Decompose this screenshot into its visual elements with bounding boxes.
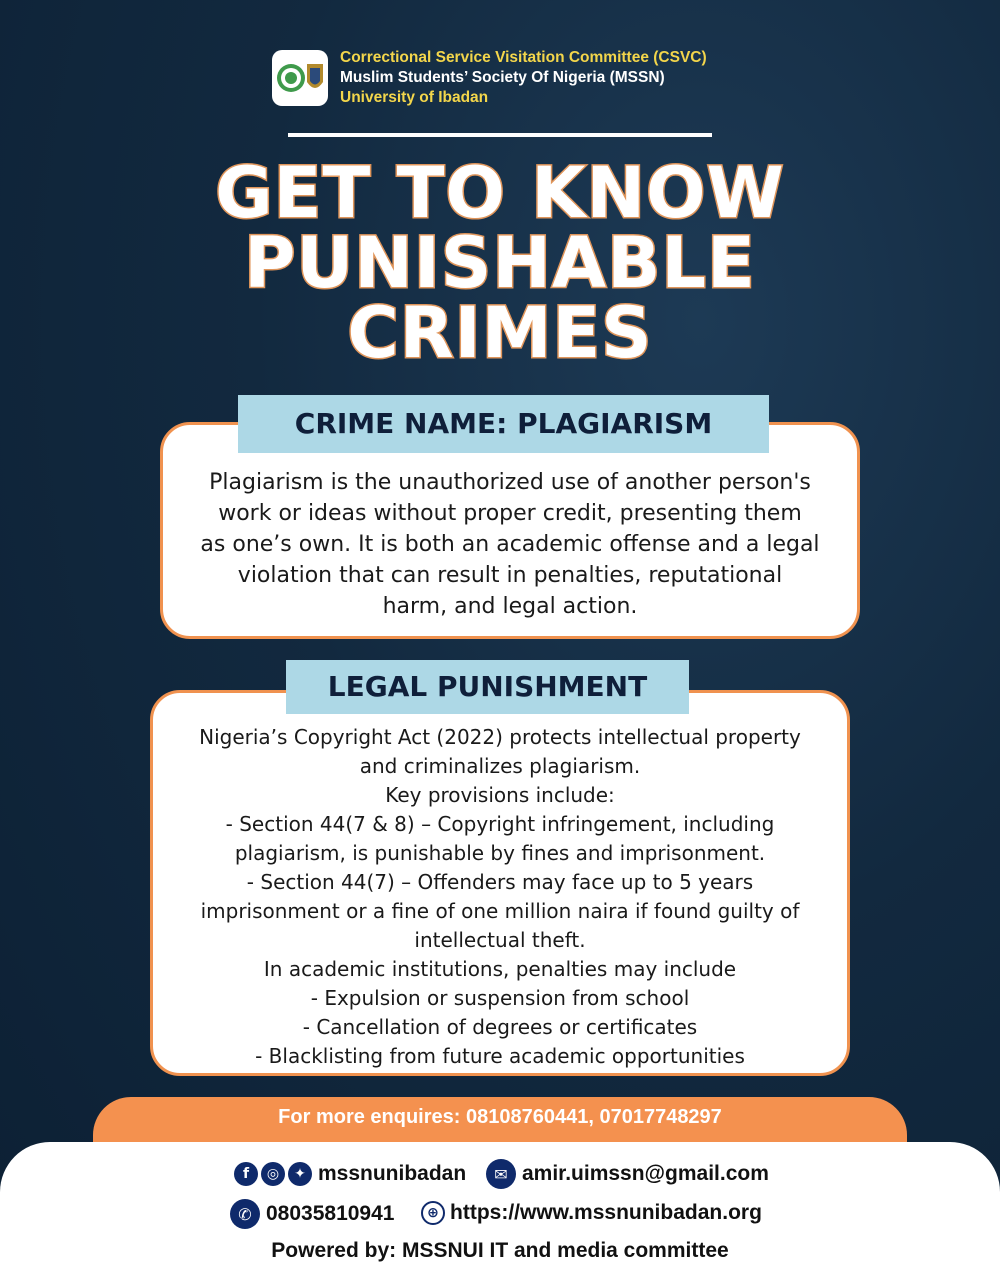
org-csvc: Correctional Service Visitation Committee (CSVC)	[340, 49, 707, 66]
social-handle[interactable]: mssnunibadan	[318, 1162, 467, 1185]
email-address[interactable]: amir.uimssn@gmail.com	[522, 1162, 769, 1185]
website-row	[421, 1201, 762, 1225]
instagram-icon[interactable]: ◎	[261, 1162, 285, 1186]
divider-line	[288, 133, 712, 137]
powered-by: Powered by: MSSNUI IT and media committee	[271, 1239, 729, 1262]
enquiry-text: For more enquires: 08108760441, 07017748297	[278, 1106, 722, 1128]
crime-line-4: violation that can result in penalties, reputational	[237, 563, 783, 588]
title-line-2: PUNISHABLE	[244, 222, 756, 304]
title-line-1: GET TO KNOW	[215, 152, 785, 234]
punishment-line-8: intellectual theft.	[414, 928, 586, 952]
social-row	[234, 1162, 466, 1186]
punishment-line-10: - Expulsion or suspension from school	[310, 986, 690, 1010]
punishment-line-5: plagiarism, is punishable by fines and imprisonment.	[234, 841, 766, 865]
legal-punishment-card	[150, 690, 850, 1076]
punishment-line-9: In academic institutions, penalties may include	[263, 957, 737, 981]
globe-icon: ⊕	[421, 1201, 445, 1225]
punishment-line-4: - Section 44(7 & 8) – Copyright infringement, including	[225, 812, 775, 836]
logo	[272, 50, 328, 106]
punishment-line-11: - Cancellation of degrees or certificates	[302, 1015, 698, 1039]
page-title	[0, 152, 1000, 374]
twitter-icon[interactable]: ✦	[288, 1162, 312, 1186]
org-mssn: Muslim Students’ Society Of Nigeria (MSSN)	[340, 69, 665, 86]
crime-line-3: as one’s own. It is both an academic offense and a legal	[200, 532, 820, 557]
phone-number[interactable]: 08035810941	[266, 1202, 395, 1225]
punishment-line-6: - Section 44(7) – Offenders may face up to 5 years	[246, 870, 754, 894]
org-university: University of Ibadan	[340, 89, 489, 106]
punishment-line-3: Key provisions include:	[385, 783, 615, 807]
mssn-csvc-logo-icon	[275, 56, 325, 100]
title-line-3: CRIMES	[347, 292, 653, 374]
email-row	[486, 1159, 769, 1189]
header	[272, 48, 707, 108]
legal-punishment-label: LEGAL PUNISHMENT	[286, 660, 689, 714]
phone-row	[230, 1199, 394, 1229]
website-url[interactable]: https://www.mssnunibadan.org	[450, 1201, 762, 1224]
crime-line-1: Plagiarism is the unauthorized use of another person's	[209, 470, 811, 495]
crime-line-2: work or ideas without proper credit, presenting them	[218, 501, 802, 526]
punishment-line-2: and criminalizes plagiarism.	[359, 754, 641, 778]
crime-definition-card	[160, 422, 860, 639]
punishment-line-1: Nigeria’s Copyright Act (2022) protects intellectual property	[199, 725, 801, 749]
organization-names	[340, 48, 707, 108]
crime-line-5: harm, and legal action.	[382, 594, 638, 619]
phone-icon: ✆	[230, 1199, 260, 1229]
facebook-icon[interactable]: f	[234, 1162, 258, 1186]
email-icon: ✉	[486, 1159, 516, 1189]
punishment-line-12: - Blacklisting from future academic opportunities	[255, 1044, 745, 1068]
crime-name-label: CRIME NAME: PLAGIARISM	[238, 395, 769, 453]
punishment-line-7: imprisonment or a fine of one million naira if found guilty of	[200, 899, 800, 923]
